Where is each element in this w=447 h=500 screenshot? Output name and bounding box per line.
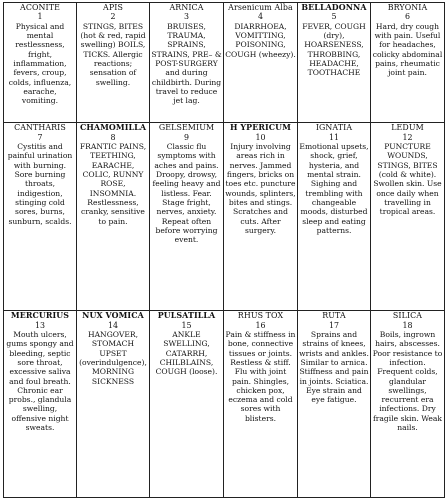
- remedy-name: RHUS TOX: [237, 311, 284, 321]
- remedy-cell-arsenicum: [224, 3, 298, 123]
- remedy-description: PUNCTURE WOUNDS, STINGS, BITES (cold & white). Swollen skin. Use once daily when travelling in tropical areas.: [373, 142, 442, 217]
- remedy-cell-aconite: [4, 3, 77, 123]
- remedy-chart: [3, 2, 444, 498]
- remedy-number: 5: [331, 12, 337, 22]
- remedy-description: Boils, ingrown hairs, abscesses. Poor resistance to infection. Frequent colds, glandular swellings, recurrent era infections. Dry fragile skin. Weak nails.: [372, 330, 443, 432]
- remedy-number: 2: [110, 12, 116, 22]
- remedy-number: 3: [183, 12, 190, 22]
- remedy-cell-gelsemium: [150, 123, 224, 311]
- remedy-cell-apis: [77, 3, 150, 123]
- remedy-description: Injury involving areas rich in nerves. Jammed fingers, bricks on toes etc. puncture wounds, splinters, bites and stings. Scratches and cuts. After surgery.: [225, 142, 296, 235]
- remedy-cell-silica: [371, 311, 445, 498]
- table-row: [4, 311, 445, 498]
- remedy-name: BRYONIA: [387, 3, 428, 12]
- remedy-number: 14: [107, 320, 119, 330]
- table-row: [4, 3, 445, 123]
- remedy-description: Hard, dry cough with pain. Useful for headaches, colicky abdominal pains, rheumatic joint pain.: [372, 21, 443, 78]
- remedy-cell-cantharis: [4, 123, 77, 311]
- table-row: [4, 123, 445, 311]
- remedy-cell-belladonna: [298, 3, 371, 123]
- remedy-name: BELLADONNA: [301, 3, 367, 12]
- remedy-name: ARNICA: [169, 3, 204, 12]
- remedy-name: CANTHARIS: [14, 123, 66, 133]
- remedy-name: CHAMOMILLA: [79, 123, 147, 133]
- remedy-description: FEVER, COUGH (dry), HOARSENESS, THROBBING, HEADACHE, TOOTHACHE: [302, 21, 366, 78]
- remedy-number: 16: [255, 320, 266, 330]
- remedy-name: SILICA: [392, 311, 423, 321]
- remedy-name: RUTA: [322, 311, 346, 321]
- remedy-number: 11: [328, 132, 340, 142]
- remedy-number: 1: [37, 12, 43, 22]
- remedy-cell-ignatia: [298, 123, 371, 311]
- remedy-cell-rhus-tox: [224, 311, 298, 498]
- remedy-cell-hypericum: [224, 123, 298, 311]
- remedy-cell-bryonia: [371, 3, 445, 123]
- remedy-description: Sprains and strains of knees, wrists and ankles. Similar to arnica. Stiffness and pain in joints. Sciatica. Eye strain and eye fatigue.: [299, 330, 369, 405]
- remedy-number: 13: [34, 320, 46, 330]
- remedy-cell-ruta: [298, 311, 371, 498]
- remedy-cell-nux-vomica: [77, 311, 150, 498]
- remedy-description: Classic flu symptoms with aches and pains. Droopy, drowsy, feeling heavy and listless. Fear. Stage fright, nerves, anxiety. Repeat often before worrying event.: [152, 142, 221, 245]
- remedy-cell-ledum: [371, 123, 445, 311]
- remedy-cell-chamomilla: [77, 123, 150, 311]
- remedy-number: 6: [404, 12, 411, 22]
- remedy-description: Cystitis and painful urination with burning. Sore burning throats, indigestion, stinging cold sores, burns, sunburn, scalds.: [7, 142, 73, 226]
- remedy-name: GELSEMIUM: [158, 123, 215, 133]
- remedy-table: [3, 2, 445, 498]
- remedy-description: BRUISES, TRAUMA, SPRAINS, STRAINS, PRE– & POST-SURGERY and during childbirth. During travel to reduce jet lag.: [151, 21, 222, 106]
- remedy-name: NUX VOMICA: [82, 311, 144, 321]
- remedy-description: Pain & stiffness in bone, connective tissues or joints. Restless & stiff. Flu with joint pain. Shingles, chicken pox, eczema and cold sores with blisters.: [225, 330, 296, 423]
- remedy-number: 9: [183, 132, 190, 142]
- remedy-description: Emotional upsets, shock, grief, hysteria, and mental strain. Sighing and trembling with changeable moods, disturbed sleep and eating patterns.: [299, 142, 369, 235]
- remedy-name: H YPERICUM: [230, 123, 291, 133]
- remedy-name: ACONITE: [20, 3, 60, 12]
- remedy-description: DIARRHOEA, VOMITTING, POISONING, COUGH (wheezy).: [225, 21, 296, 59]
- remedy-cell-pulsatilla: [150, 311, 224, 498]
- remedy-number: 7: [37, 132, 43, 142]
- remedy-number: 17: [328, 320, 340, 330]
- remedy-description: Physical and mental restlessness, fright, inflammation, fevers, croup, colds, influenza, earache, vomiting.: [8, 21, 72, 106]
- remedy-cell-mercurius: [4, 311, 77, 498]
- remedy-description: ANKLE SWELLING, CATARRH, CHILBLAINS, COUGH (loose).: [155, 330, 218, 377]
- remedy-description: FRANTIC PAINS, TEETHING, EARACHE, COLIC, RUNNY ROSE, INSOMNIA. Restlessness, cranky, sensitive to pain.: [79, 142, 147, 226]
- remedy-name: LEDUM: [391, 123, 424, 133]
- remedy-name: Arsenicum Alba: [228, 3, 293, 12]
- remedy-name: MERCURIUS: [10, 311, 70, 321]
- remedy-name: APIS: [103, 3, 123, 12]
- remedy-name: PULSATILLA: [157, 311, 216, 321]
- remedy-number: 8: [110, 132, 116, 142]
- remedy-description: Mouth ulcers, gums spongy and bleeding, septic sore throat, excessive saliva and foul breath. Chronic ear probs., glandula swelling, offensive night sweats.: [6, 330, 74, 432]
- remedy-number: 15: [181, 320, 192, 330]
- remedy-number: 4: [257, 12, 264, 22]
- remedy-name: IGNATIA: [315, 123, 353, 133]
- remedy-number: 10: [255, 132, 266, 142]
- remedy-cell-arnica: [150, 3, 224, 123]
- remedy-description: STINGS, BITES (hot & red, rapid swelling) BOILS, TICKS. Allergic reactions; sensation of swelling.: [80, 21, 146, 87]
- remedy-number: 18: [402, 320, 413, 330]
- remedy-description: HANGOVER, STOMACH UPSET (overindulgence), MORNING SICKNESS: [79, 330, 147, 386]
- remedy-number: 12: [402, 132, 413, 142]
